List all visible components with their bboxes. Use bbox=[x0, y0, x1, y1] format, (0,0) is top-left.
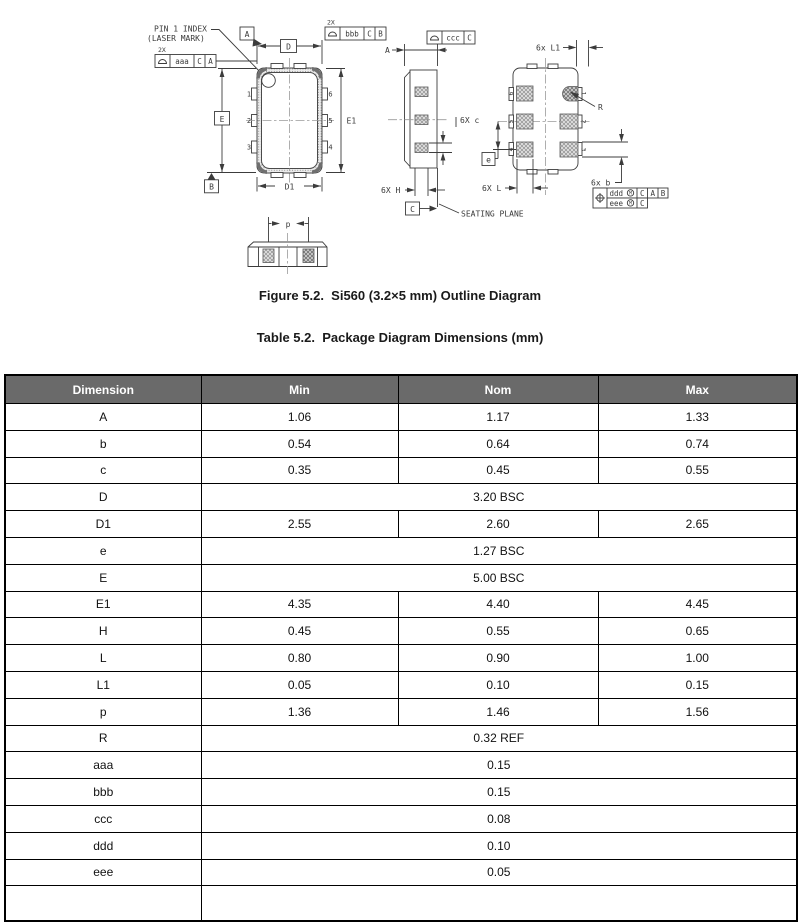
cell-dimension: eee bbox=[5, 859, 201, 886]
cell-min: 0.05 bbox=[201, 671, 398, 698]
dim-E bbox=[205, 69, 257, 193]
cell-value-span: 1.27 BSC bbox=[201, 537, 797, 564]
pos-datum-b: B bbox=[660, 188, 666, 198]
column-header-max: Max bbox=[598, 375, 797, 404]
column-header-nom: Nom bbox=[398, 375, 598, 404]
ddd-value: ddd bbox=[609, 188, 624, 198]
gdt-frame-aaa bbox=[155, 46, 257, 68]
cell-dimension: ccc bbox=[5, 805, 201, 832]
pos2-datum-c: C bbox=[639, 198, 645, 208]
gdt-frame-position bbox=[593, 188, 668, 208]
outline-diagram bbox=[0, 0, 800, 282]
table-row-b bbox=[5, 430, 797, 457]
six-x-b-label: 6x b bbox=[591, 178, 611, 188]
dim-e-label: E bbox=[219, 114, 225, 124]
cell-dimension: R bbox=[5, 725, 201, 752]
table-row-e bbox=[5, 537, 797, 564]
seating-plane bbox=[406, 168, 524, 219]
table-row-L bbox=[5, 645, 797, 672]
cell-value-span: 0.15 bbox=[201, 779, 797, 806]
table-body bbox=[5, 404, 797, 922]
cell-max: 0.65 bbox=[598, 618, 797, 645]
cell-max: 0.55 bbox=[598, 457, 797, 484]
six-x-l1-label: 6x L1 bbox=[536, 43, 561, 53]
cell-value-span: 0.15 bbox=[201, 752, 797, 779]
cell-dimension: c bbox=[5, 457, 201, 484]
cell-max: 4.45 bbox=[598, 591, 797, 618]
cell-nom: 4.40 bbox=[398, 591, 598, 618]
cell-max: 1.56 bbox=[598, 698, 797, 725]
cell-dimension: E bbox=[5, 564, 201, 591]
table-header-row bbox=[5, 375, 797, 404]
table-row-aaa bbox=[5, 752, 797, 779]
dim-e1-label: E1 bbox=[346, 116, 357, 126]
cell-max: 1.00 bbox=[598, 645, 797, 672]
dim-p-label: p bbox=[285, 219, 291, 229]
table-row-E bbox=[5, 564, 797, 591]
cell-nom: 0.90 bbox=[398, 645, 598, 672]
column-header-dimension: Dimension bbox=[5, 375, 201, 404]
aaa-datum-c: C bbox=[197, 57, 202, 66]
package-body-front bbox=[248, 233, 327, 274]
dim-d1-label: D1 bbox=[284, 182, 295, 192]
pin-number: 6 bbox=[507, 91, 515, 96]
pin-number: 6 bbox=[328, 90, 333, 99]
cell-min: 1.36 bbox=[201, 698, 398, 725]
pin-number: 3 bbox=[246, 143, 252, 152]
mmc-m: M bbox=[629, 191, 632, 197]
dimensions-table bbox=[4, 374, 798, 922]
dim-d-label: D bbox=[286, 42, 291, 52]
cell-value-span bbox=[201, 886, 797, 922]
cell-dimension: b bbox=[5, 430, 201, 457]
cell-dimension: ddd bbox=[5, 832, 201, 859]
aaa-value: aaa bbox=[175, 57, 189, 66]
aaa-2x-label: 2X bbox=[158, 46, 166, 54]
table-caption: Table 5.2. Package Diagram Dimensions (mm) bbox=[256, 330, 544, 345]
bbb-datum-b: B bbox=[378, 29, 383, 39]
table-row-eee bbox=[5, 859, 797, 886]
cell-min: 1.06 bbox=[201, 404, 398, 431]
cell-dimension: e bbox=[5, 537, 201, 564]
table-row-clipped bbox=[5, 886, 797, 922]
datum-b-flag: B bbox=[209, 182, 214, 192]
cell-dimension: aaa bbox=[5, 752, 201, 779]
dim-b bbox=[579, 129, 628, 188]
seating-plane-label: SEATING PLANE bbox=[461, 209, 524, 219]
table-row-ccc bbox=[5, 805, 797, 832]
cell-dimension: bbb bbox=[5, 779, 201, 806]
package-body-top bbox=[246, 58, 334, 184]
six-x-l-label: 6X L bbox=[482, 184, 502, 193]
cell-dimension bbox=[5, 886, 201, 922]
cell-nom: 0.64 bbox=[398, 430, 598, 457]
package-body-side bbox=[388, 70, 449, 168]
front-view bbox=[248, 217, 327, 274]
dim-A bbox=[385, 44, 447, 66]
cell-nom: 2.60 bbox=[398, 511, 598, 538]
pin-number: 2 bbox=[246, 117, 252, 125]
table-row-R bbox=[5, 725, 797, 752]
pin-number: 2 bbox=[579, 119, 588, 124]
table-row-L1 bbox=[5, 671, 797, 698]
bbb-2x-label: 2X bbox=[327, 18, 335, 27]
cell-dimension: D1 bbox=[5, 511, 201, 538]
cell-value-span: 0.05 bbox=[201, 859, 797, 886]
cell-dimension: A bbox=[5, 404, 201, 431]
side-view bbox=[381, 31, 524, 219]
table-row-A bbox=[5, 404, 797, 431]
gdt-frame-bbb bbox=[325, 19, 386, 41]
datum-a-flag: A bbox=[244, 29, 250, 39]
cell-dimension: H bbox=[5, 618, 201, 645]
cell-min: 0.54 bbox=[201, 430, 398, 457]
six-x-h-label: 6X H bbox=[381, 185, 401, 195]
dim-a-label: A bbox=[385, 46, 390, 55]
pin-number: 5 bbox=[507, 119, 515, 124]
cell-nom: 1.17 bbox=[398, 404, 598, 431]
cell-max: 2.65 bbox=[598, 511, 797, 538]
cell-nom: 0.10 bbox=[398, 671, 598, 698]
table-row-D bbox=[5, 484, 797, 511]
bbb-value: bbb bbox=[345, 29, 359, 39]
cell-value-span: 0.32 REF bbox=[201, 725, 797, 752]
table-row-ddd bbox=[5, 832, 797, 859]
pin-number: 4 bbox=[507, 147, 515, 152]
table-row-p bbox=[5, 698, 797, 725]
cell-value-span: 5.00 BSC bbox=[201, 564, 797, 591]
cell-dimension: D bbox=[5, 484, 201, 511]
gdt-frame-ccc bbox=[427, 31, 475, 44]
cell-dimension: p bbox=[5, 698, 201, 725]
cell-max: 0.15 bbox=[598, 671, 797, 698]
table-row-c bbox=[5, 457, 797, 484]
ccc-datum-c: C bbox=[467, 33, 472, 43]
cell-nom: 1.46 bbox=[398, 698, 598, 725]
table-row-E1 bbox=[5, 591, 797, 618]
cell-min: 0.80 bbox=[201, 645, 398, 672]
cell-value-span: 3.20 BSC bbox=[201, 484, 797, 511]
mmc-m: M bbox=[629, 201, 632, 207]
cell-dimension: L1 bbox=[5, 671, 201, 698]
pin1-index-label: PIN 1 INDEX bbox=[154, 24, 207, 34]
table-row-D1 bbox=[5, 511, 797, 538]
pin-number: 4 bbox=[328, 143, 333, 152]
table-row-H bbox=[5, 618, 797, 645]
basic-e-label: e bbox=[486, 155, 491, 165]
top-view bbox=[147, 19, 386, 193]
pin-number: 5 bbox=[328, 117, 333, 125]
figure-caption: Figure 5.2. Si560 (3.2×5 mm) Outline Diagram bbox=[258, 288, 542, 303]
pin-number: 3 bbox=[579, 147, 588, 152]
cell-max: 1.33 bbox=[598, 404, 797, 431]
dim-D bbox=[240, 27, 322, 64]
cell-value-span: 0.08 bbox=[201, 805, 797, 832]
cell-value-span: 0.10 bbox=[201, 832, 797, 859]
pin-number: 1 bbox=[579, 91, 588, 96]
cell-dimension: E1 bbox=[5, 591, 201, 618]
bottom-view bbox=[482, 40, 668, 208]
package-body-bottom bbox=[498, 58, 592, 195]
pos-datum-c: C bbox=[639, 188, 645, 198]
pin-number: 1 bbox=[246, 90, 252, 99]
datum-c-flag: C bbox=[410, 204, 415, 214]
cell-nom: 0.45 bbox=[398, 457, 598, 484]
cell-min: 0.45 bbox=[201, 618, 398, 645]
cell-max: 0.74 bbox=[598, 430, 797, 457]
eee-value: eee bbox=[609, 198, 624, 208]
pos-datum-a: A bbox=[650, 188, 655, 198]
cell-dimension: L bbox=[5, 645, 201, 672]
dim-L1 bbox=[536, 40, 603, 67]
bbb-datum-c: C bbox=[367, 29, 372, 39]
dim-H bbox=[381, 168, 445, 196]
aaa-datum-a: A bbox=[208, 57, 213, 66]
column-header-min: Min bbox=[201, 375, 398, 404]
laser-mark-label: (LASER MARK) bbox=[147, 34, 205, 43]
ccc-value: ccc bbox=[446, 33, 460, 43]
cell-min: 0.35 bbox=[201, 457, 398, 484]
dim-r-label: R bbox=[598, 103, 603, 112]
cell-min: 2.55 bbox=[201, 511, 398, 538]
six-x-c-label: 6X c bbox=[460, 116, 480, 125]
cell-min: 4.35 bbox=[201, 591, 398, 618]
cell-nom: 0.55 bbox=[398, 618, 598, 645]
table-row-bbb bbox=[5, 779, 797, 806]
